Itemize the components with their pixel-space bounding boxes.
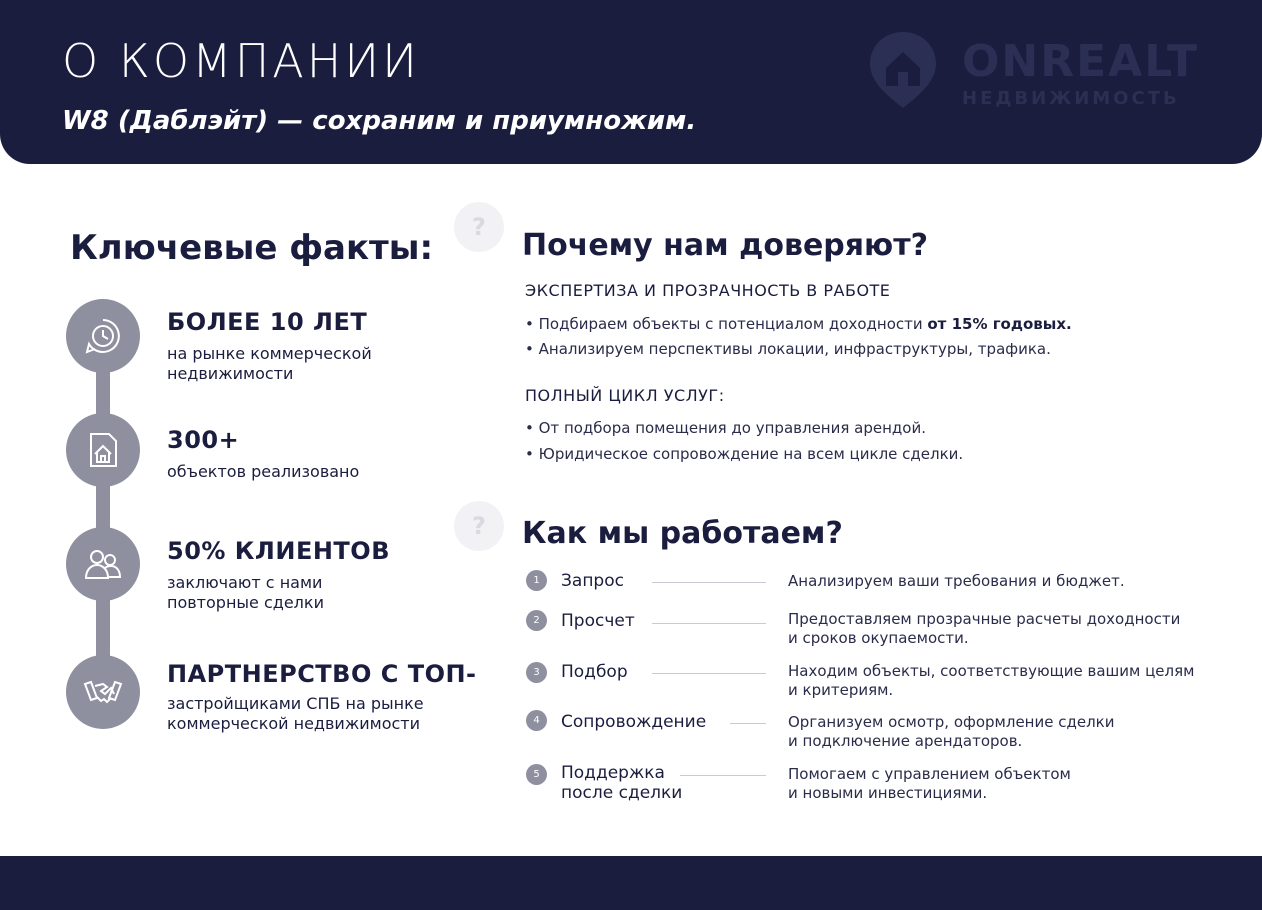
header-banner xyxy=(0,0,1262,164)
step-number-badge: 5 xyxy=(526,764,547,785)
footer-bar xyxy=(0,856,1262,910)
house-document-icon xyxy=(83,430,123,470)
trust-title: Почему нам доверяют? xyxy=(522,228,928,263)
step-name: Подбор xyxy=(561,662,628,682)
people-icon xyxy=(83,544,123,584)
fact-text-line: заключают с нами xyxy=(167,573,323,592)
fact-text-line: объектов реализовано xyxy=(167,462,360,481)
step-name-line: после сделки xyxy=(561,783,683,803)
step-description-line: и сроков окупаемости. xyxy=(788,629,969,647)
trust-section-heading: ЭКСПЕРТИЗА И ПРОЗРАЧНОСТЬ В РАБОТЕ xyxy=(525,281,891,300)
step-name: Запрос xyxy=(561,571,624,591)
question-mark-icon: ? xyxy=(454,501,504,551)
step-connector-line xyxy=(652,582,766,583)
step-description xyxy=(788,765,1228,803)
trust-bullet: • Юридическое сопровождение на всем цикле сделки. xyxy=(525,445,964,463)
bullet-text: Юридическое сопровождение на всем цикле сделки. xyxy=(538,445,964,463)
fact-text-line: повторные сделки xyxy=(167,593,324,612)
trust-bullet: • Анализируем перспективы локации, инфраструктуры, трафика. xyxy=(525,340,1051,358)
step-name-line: Поддержка xyxy=(561,763,665,783)
page-subtitle: W8 (Даблэйт) — сохраним и приумножим. xyxy=(62,106,697,136)
fact-heading: БОЛЕЕ 10 ЛЕТ xyxy=(167,308,368,336)
step-description-line: и новыми инвестициями. xyxy=(788,784,988,802)
handshake-icon xyxy=(83,672,123,712)
step-description-line: и критериям. xyxy=(788,681,894,699)
bullet-text: Анализируем перспективы локации, инфраструктуры, трафика. xyxy=(538,340,1051,358)
fact-text-line: на рынке коммерческой xyxy=(167,344,372,363)
trust-section-heading: ПОЛНЫЙ ЦИКЛ УСЛУГ: xyxy=(525,386,725,405)
step-connector-line xyxy=(680,775,766,776)
bullet-text: От подбора помещения до управления арендой. xyxy=(538,419,926,437)
step-description xyxy=(788,713,1228,751)
logo-name: ONREALT xyxy=(962,36,1199,87)
step-connector-line xyxy=(730,723,766,724)
fact-icon-circle xyxy=(66,527,140,601)
step-number-badge: 3 xyxy=(526,662,547,683)
question-mark-icon: ? xyxy=(454,202,504,252)
step-connector-line xyxy=(652,673,766,674)
step-description xyxy=(788,662,1228,700)
step-description-line: Находим объекты, соответствующие вашим целям xyxy=(788,662,1195,680)
step-description-line: Предоставляем прозрачные расчеты доходности xyxy=(788,610,1181,628)
fact-text-line: недвижимости xyxy=(167,364,294,383)
fact-icon-circle xyxy=(66,299,140,373)
step-number-badge: 4 xyxy=(526,710,547,731)
step-name xyxy=(561,763,682,803)
step-description-line: Организуем осмотр, оформление сделки xyxy=(788,713,1115,731)
facts-spine xyxy=(96,330,110,700)
step-number-badge: 2 xyxy=(526,610,547,631)
step-connector-line xyxy=(652,623,766,624)
logo-tagline: НЕДВИЖИМОСТЬ xyxy=(962,88,1180,109)
fact-icon-circle xyxy=(66,655,140,729)
fact-text-line: коммерческой недвижимости xyxy=(167,714,421,733)
home-pin-icon xyxy=(868,30,938,110)
step-description xyxy=(788,610,1228,648)
step-description: Анализируем ваши требования и бюджет. xyxy=(788,572,1125,590)
fact-heading: ПАРТНЕРСТВО С ТОП- xyxy=(167,660,477,688)
trust-bullet: • От подбора помещения до управления арендой. xyxy=(525,419,926,437)
step-name: Просчет xyxy=(561,611,635,631)
step-name: Сопровождение xyxy=(561,712,707,732)
page-title: О КОМПАНИИ xyxy=(62,34,420,88)
process-title: Как мы работаем? xyxy=(522,516,843,551)
fact-heading: 50% КЛИЕНТОВ xyxy=(167,537,390,565)
bullet-text: Подбираем объекты с потенциалом доходности xyxy=(538,315,928,333)
fact-icon-circle xyxy=(66,413,140,487)
bullet-highlight: от 15% годовых. xyxy=(927,315,1072,333)
step-number-badge: 1 xyxy=(526,570,547,591)
step-description-line: Помогаем с управлением объектом xyxy=(788,765,1071,783)
fact-text-line: застройщиками СПБ на рынке xyxy=(167,694,424,713)
trust-bullet: • Подбираем объекты с потенциалом доходности от 15% годовых. xyxy=(525,315,1072,333)
fact-heading: 300+ xyxy=(167,426,240,454)
step-description-line: и подключение арендаторов. xyxy=(788,732,1023,750)
facts-title: Ключевые факты: xyxy=(70,228,434,268)
clock-icon xyxy=(83,316,123,356)
